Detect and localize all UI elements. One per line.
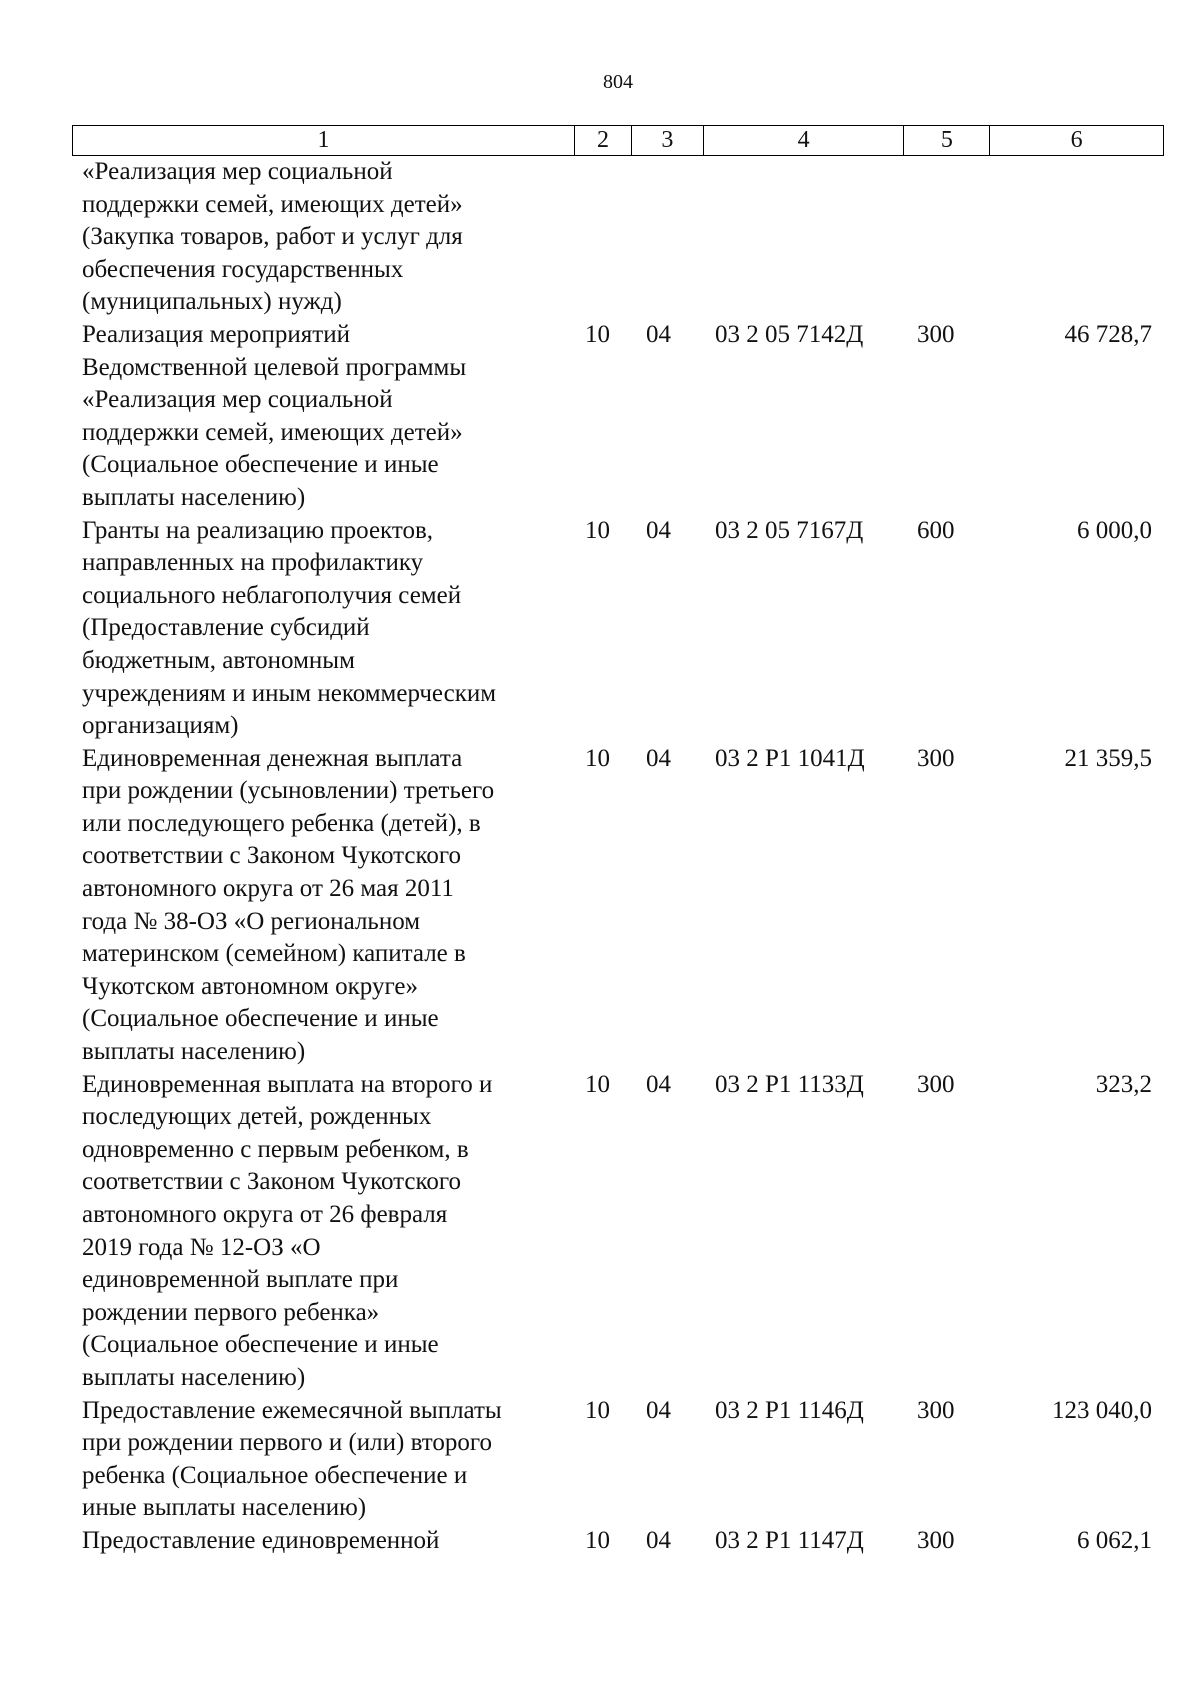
row-sum: 6 000,0 [1077,516,1152,544]
row-section: 10 [585,320,610,348]
budget-table [72,125,1164,1558]
row-code: 03 2 Р1 1133Д [715,1070,864,1098]
header-col-3: 3 [632,126,704,155]
header-col-2: 2 [575,126,632,155]
row-subsection: 04 [646,1526,671,1554]
header-col-1: 1 [73,126,575,155]
page-number: 804 [603,71,633,93]
row-subsection: 04 [646,1396,671,1424]
table-row [72,1069,1164,1395]
row-sum: 323,2 [1095,1070,1152,1098]
row-sum: 6 062,1 [1077,1526,1152,1554]
row-name: Предоставление ежемесячной выплаты при рождении первого и (или) второго ребенка (Социальное обеспечение и иные выплаты населению) [82,1396,502,1522]
row-code: 03 2 Р1 1147Д [715,1526,864,1554]
row-section: 10 [585,1526,610,1554]
row-sum: 123 040,0 [1052,1396,1152,1424]
table-body [72,156,1164,1558]
row-subsection: 04 [646,320,671,348]
row-name: Гранты на реализацию проектов, направленных на профилактику социального неблагополучия семей (Предоставление субсидий бюджетным, автономным учреждениям и иным некоммерческим организациям) [82,516,497,740]
row-subsection: 04 [646,1070,671,1098]
table-header-row [72,125,1164,156]
table-row [72,1395,1164,1525]
row-section: 10 [585,1070,610,1098]
header-col-5: 5 [904,126,990,155]
row-sum [991,156,1164,319]
row-name: Единовременная выплата на второго и последующих детей, рожденных одновременно с первым ребенком, в соответствии с Законом Чукотского автономного округа от 26 февраля 2019 года № 12-ОЗ «О единовременной выплате при рождении первого ребенка» (Социальное обеспечение и иные выплаты населению) [82,1070,493,1391]
row-section: 10 [585,744,610,772]
row-sum: 21 359,5 [1064,744,1152,772]
table-row [72,743,1164,1069]
header-col-4: 4 [704,126,905,155]
table-row [72,1525,1164,1558]
row-subsection: 04 [646,744,671,772]
row-type: 300 [917,320,955,348]
row-type: 300 [917,1526,955,1554]
row-type: 300 [917,744,955,772]
row-section [575,156,632,319]
row-name: Реализация мероприятий Ведомственной целевой программы «Реализация мер социальной поддержки семей, имеющих детей» (Социальное обеспечение и иные выплаты населению) [82,320,467,511]
row-section: 10 [585,516,610,544]
row-type: 300 [917,1070,955,1098]
row-code: 03 2 Р1 1041Д [715,744,865,772]
row-type: 600 [917,516,955,544]
row-section: 10 [585,1396,610,1424]
row-name: Единовременная денежная выплата при рождении (усыновлении) третьего или последующего ребенка (детей), в соответствии с Законом Чукотского автономного округа от 26 мая 2011 года № 38-ОЗ «О региональном материнском (семейном) капитале в Чукотском автономном округе» (Социальное обеспечение и иные выплаты населению) [82,744,495,1066]
row-name: Предоставление единовременной [82,1526,440,1554]
row-subsection [632,156,704,319]
row-sum: 46 728,7 [1064,320,1152,348]
row-code: 03 2 05 7167Д [715,516,864,544]
header-col-6: 6 [1070,127,1083,153]
row-type: 300 [917,1396,955,1424]
row-code: 03 2 Р1 1146Д [715,1396,864,1424]
row-type [905,156,991,319]
table-row [72,156,1164,319]
row-code [704,156,905,319]
row-code: 03 2 05 7142Д [715,320,864,348]
table-row [72,515,1164,743]
row-name: «Реализация мер социальной поддержки семей, имеющих детей» (Закупка товаров, работ и услуг для обеспечения государственных (муниципальных) нужд) [82,158,463,316]
table-row [72,319,1164,515]
row-subsection: 04 [646,516,671,544]
